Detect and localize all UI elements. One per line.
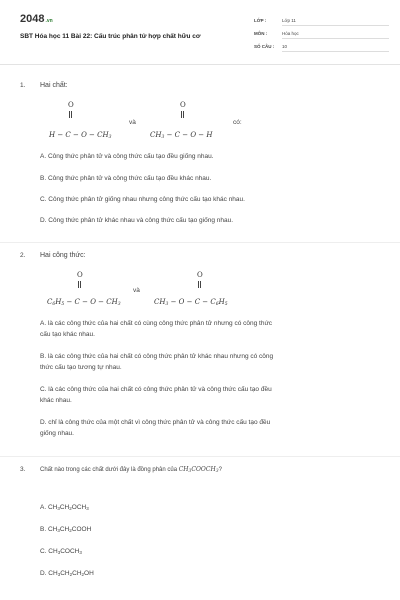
- site-logo[interactable]: [20, 13, 53, 25]
- question-number: 2.: [20, 252, 26, 259]
- option-line: thức cấu tạo tương tự nhau.: [40, 363, 122, 371]
- option-b[interactable]: [40, 352, 273, 373]
- option-line: C. là các công thức của hai chất có công thức phân tử và công thức cấu tạo đều: [40, 386, 272, 393]
- oxygen-atom-label: O: [77, 271, 83, 279]
- option-d[interactable]: D. $CH_3CH_2CH_2OH$: [40, 570, 94, 577]
- question-text: Hai công thức:: [40, 252, 86, 259]
- question-text: Hai chất:: [40, 82, 68, 89]
- option-line: giống nhau.: [40, 429, 74, 437]
- formula-methyl-formate: $H - C - O - CH_3$: [49, 131, 112, 140]
- option-line: D. chỉ là công thức của một chất vì công thức phân tử và công thức cấu tạo đều: [40, 419, 271, 426]
- divider: [282, 38, 389, 39]
- question-formula: $CH_3COOCH_3$: [178, 466, 219, 474]
- header-divider: [0, 64, 400, 65]
- brand-name: 2048: [20, 13, 45, 25]
- question-1: [20, 82, 380, 242]
- question-prompt: Chất nào trong các chất dưới đây là đồng phân của: [40, 467, 178, 473]
- divider: [282, 25, 389, 26]
- oxygen-atom-label: O: [68, 101, 74, 109]
- question-number: 1.: [20, 82, 26, 89]
- meta-class-value: Lớp 11: [282, 18, 296, 23]
- conjunction: và: [129, 119, 136, 126]
- option-a[interactable]: A. Công thức phân tử và công thức cấu tạo đều giống nhau.: [40, 153, 214, 160]
- question-number: 3.: [20, 466, 26, 473]
- conjunction: và: [133, 287, 140, 294]
- brand-tld: .vn: [45, 18, 53, 24]
- option-line: cấu tạo khác nhau.: [40, 330, 95, 338]
- option-line: khác nhau.: [40, 396, 72, 404]
- question-text: [40, 466, 222, 474]
- option-b[interactable]: B. Công thức phân tử và công thức cấu tạo đều khác nhau.: [40, 175, 212, 182]
- double-bond: [78, 281, 81, 288]
- meta-subject-key: MÔN :: [254, 31, 268, 36]
- divider: [282, 51, 389, 52]
- oxygen-atom-label: O: [180, 101, 186, 109]
- double-bond: [198, 281, 201, 288]
- option-a[interactable]: [40, 319, 272, 340]
- meta-count-value: 10: [282, 44, 288, 49]
- option-d[interactable]: [40, 418, 270, 439]
- option-a[interactable]: A. $CH_3CH_2OCH_3$: [40, 504, 89, 511]
- formula-acetic-acid: $CH_3 - C - O - H$: [150, 131, 213, 140]
- formula-phenyl-ester: $CH_3 - O - C - C_6H_5$: [154, 298, 228, 307]
- formula-methyl-benzoate: $C_6H_5 - C - O - CH_3$: [47, 298, 121, 307]
- option-line: A. là các công thức của hai chất có cùng công thức phân tử nhưng có công thức: [40, 320, 273, 327]
- option-c[interactable]: [40, 385, 272, 406]
- question-2: [20, 252, 380, 452]
- question-divider: [0, 242, 400, 243]
- question-3: [20, 466, 380, 591]
- option-d[interactable]: D. Công thức phân tử khác nhau và công thức cấu tạo giống nhau.: [40, 217, 234, 224]
- option-c[interactable]: C. $CH_3COCH_3$: [40, 548, 82, 555]
- double-bond: [181, 111, 184, 118]
- meta-count-key: SỐ CÂU :: [254, 44, 275, 49]
- meta-class-key: LỚP :: [254, 18, 267, 23]
- oxygen-atom-label: O: [197, 271, 203, 279]
- meta-subject-value: Hóa học: [282, 31, 299, 36]
- page-title: SBT Hóa học 11 Bài 22: Cấu trúc phân tử hợp chất hữu cơ: [20, 33, 201, 40]
- question-suffix: có:: [233, 119, 242, 126]
- option-c[interactable]: C. Công thức phân tử giống nhau nhưng công thức cấu tạo khác nhau.: [40, 196, 245, 203]
- option-line: B. là các công thức của hai chất có công thức phân tử khác nhau nhưng có công: [40, 353, 274, 360]
- question-suffix: ?: [218, 467, 222, 473]
- option-b[interactable]: B. $CH_3CH_2COOH$: [40, 526, 92, 533]
- question-divider: [0, 456, 400, 457]
- double-bond: [69, 111, 72, 118]
